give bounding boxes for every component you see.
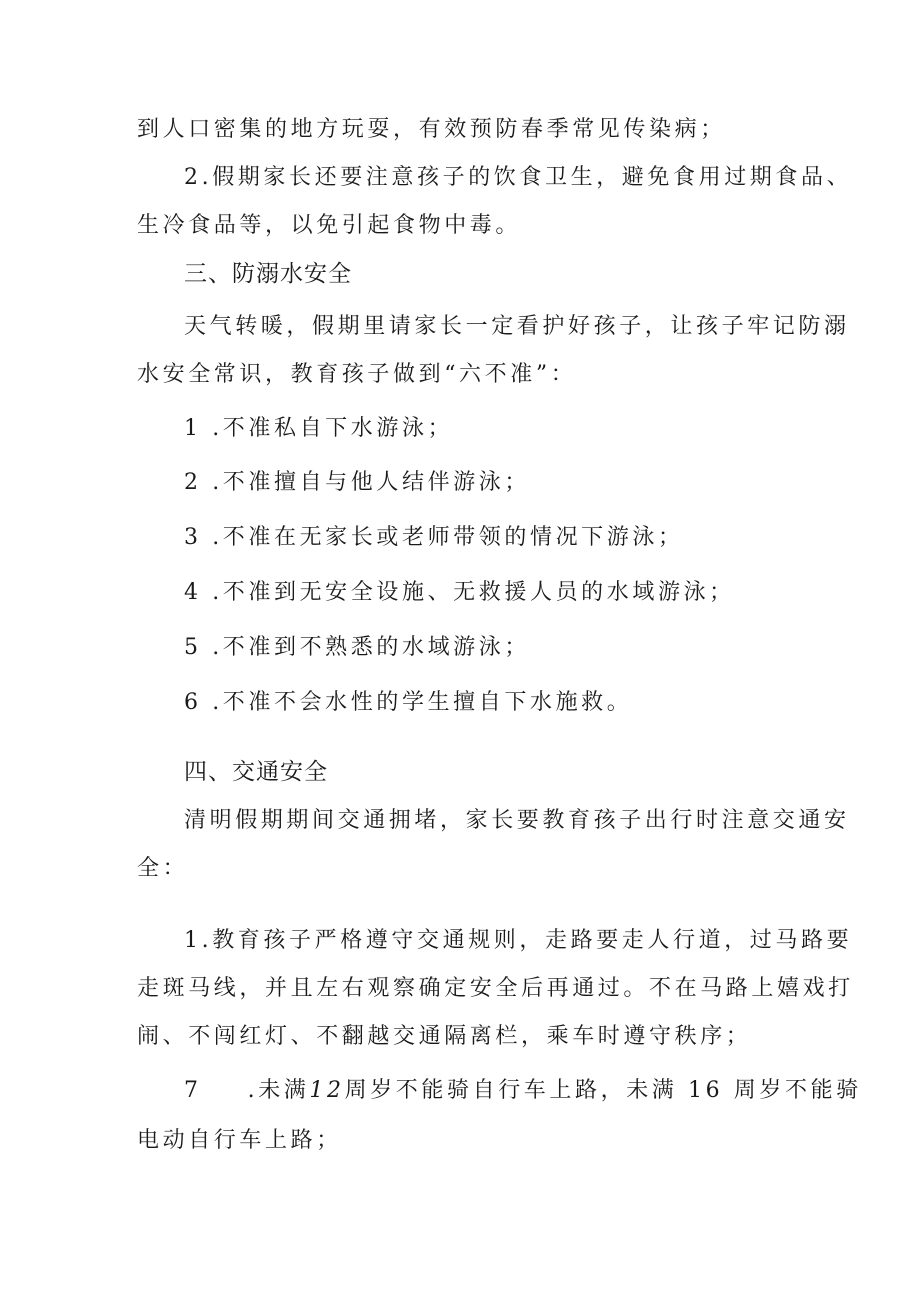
paragraph-line: 全： [137, 856, 189, 881]
paragraph-line: 天气转暖，假期里请家长一定看护好孩子，让孩子牢记防溺 [184, 314, 850, 339]
paragraph-line: 水安全常识，教育孩子做到“六不准”： [137, 362, 577, 387]
list-number: 7 [184, 1078, 202, 1103]
list-item: 6 .不准不会水性的学生擅自下水施救。 [184, 690, 633, 715]
paragraph-line: 2.假期家长还要注意孩子的饮食卫生，避免食用过期食品、 [184, 165, 853, 190]
list-text: .未满 [247, 1078, 310, 1103]
paragraph-line: 电动自行车上路； [137, 1128, 342, 1153]
paragraph-line: 1.教育孩子严格遵守交通规则，走路要走人行道，过马路要 [184, 928, 853, 953]
list-item: 2 .不准擅自与他人结伴游泳； [184, 470, 530, 495]
list-item [184, 1076, 862, 1106]
list-item: 1 .不准私自下水游泳； [184, 416, 454, 441]
list-text: 周岁不能骑自行车上路，未满 16 周岁不能骑 [344, 1078, 862, 1103]
paragraph-line: 走斑马线，并且左右观察确定安全后再通过。不在马路上嬉戏打 [137, 976, 854, 1001]
section-heading-traffic: 四、交通安全 [184, 759, 328, 785]
paragraph-line: 闹、不闯红灯、不翻越交通隔离栏，乘车时遵守秩序； [137, 1024, 752, 1049]
list-item: 3 .不准在无家长或老师带领的情况下游泳； [184, 525, 684, 550]
paragraph-line: 生冷食品等，以免引起食物中毒。 [137, 213, 522, 238]
section-heading-drowning: 三、防溺水安全 [184, 261, 352, 287]
paragraph-line: 清明假期期间交通拥堵，家长要教育孩子出行时注意交通安 [184, 808, 850, 833]
paragraph-line: 到人口密集的地方玩耍，有效预防春季常见传染病； [137, 117, 726, 142]
list-text-italic: 12 [309, 1078, 345, 1103]
list-item: 4 .不准到无安全设施、无救援人员的水域游泳； [184, 580, 735, 605]
list-item: 5 .不准到不熟悉的水域游泳； [184, 635, 530, 660]
